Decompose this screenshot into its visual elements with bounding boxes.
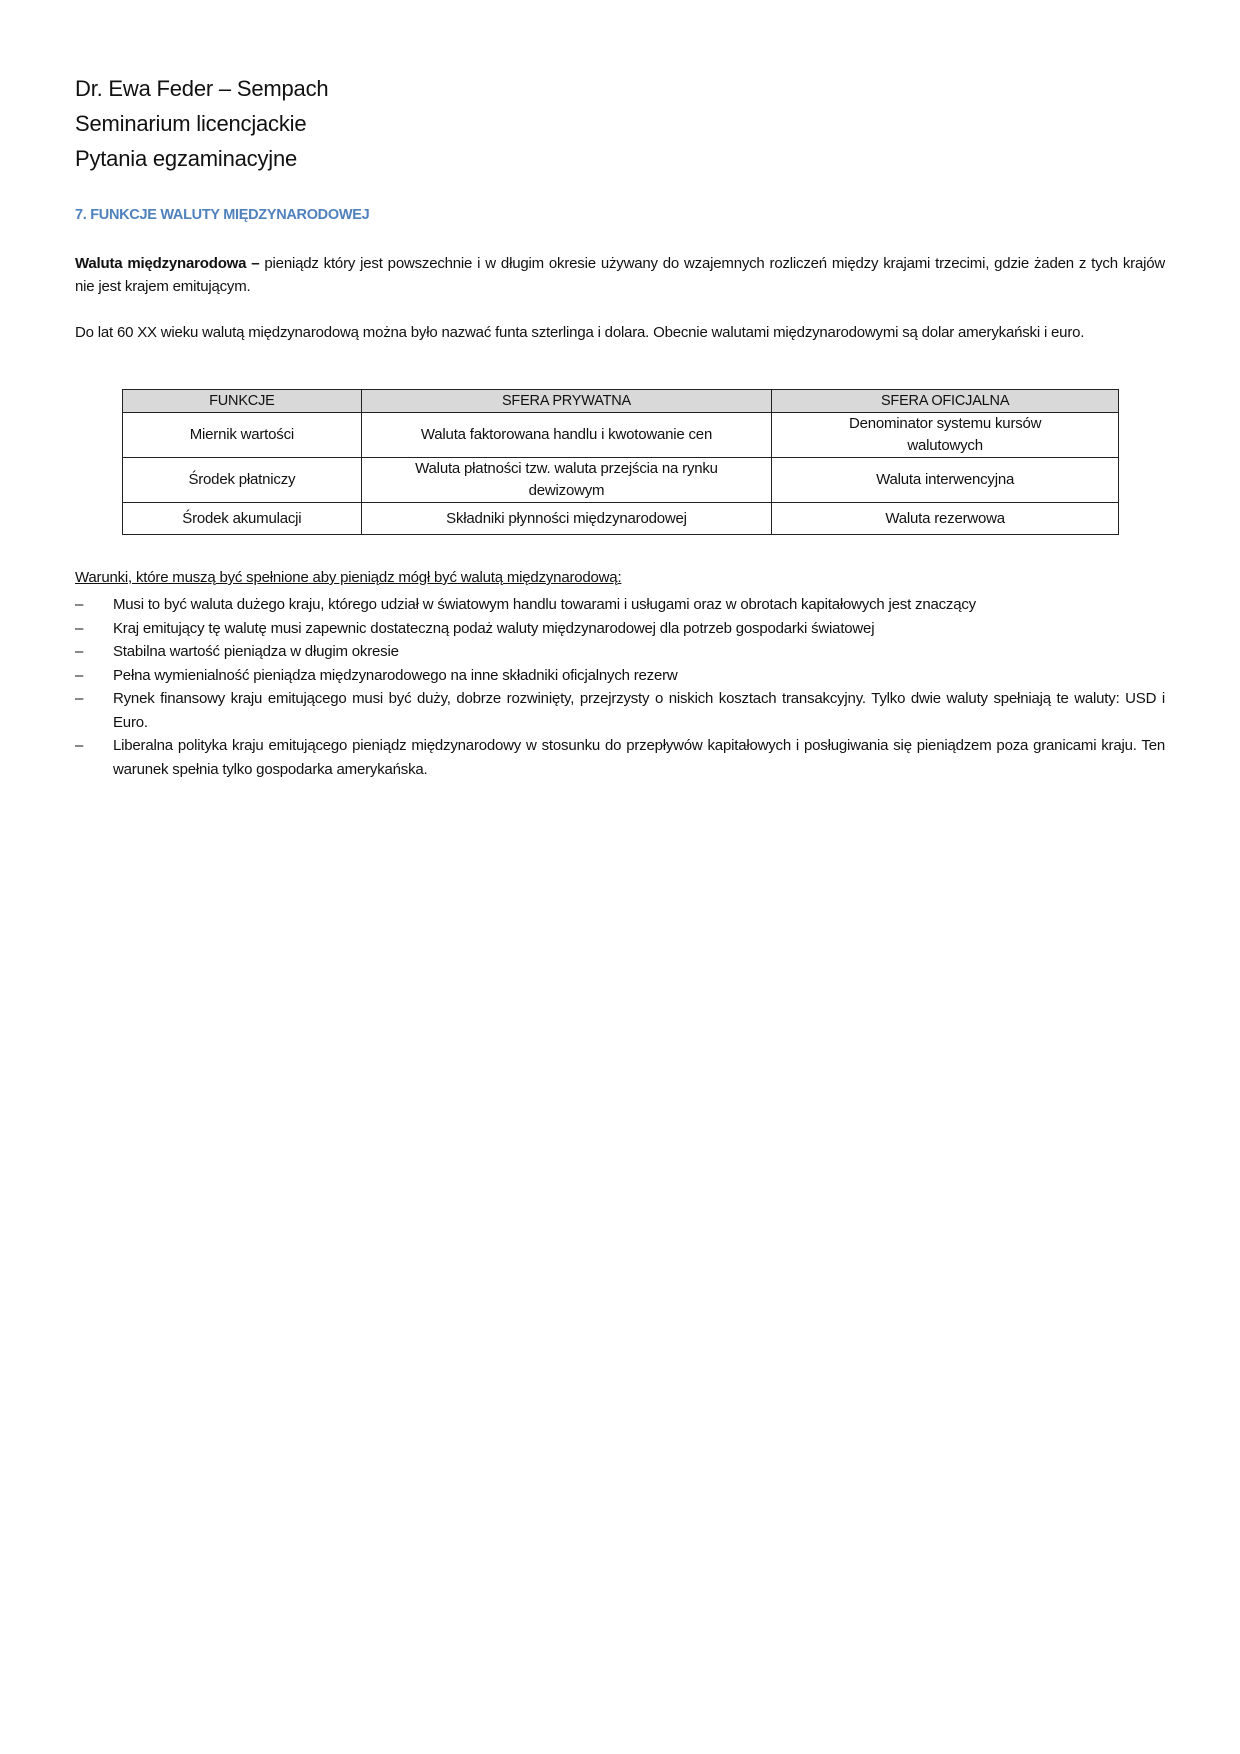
list-item bbox=[75, 664, 1165, 688]
subtitle-line: Pytania egzaminacyjne bbox=[75, 146, 298, 171]
list-item-text: Rynek finansowy kraju emitującego musi być duży, dobrze rozwinięty, przejrzysty o niskich kosztach transakcyjny. Tylko dwie waluty spełniają te waluty: USD i Euro. bbox=[113, 690, 1165, 731]
table-cell: Waluta płatności tzw. waluta przejścia na rynku dewizowym bbox=[361, 458, 772, 503]
author-line: Dr. Ewa Feder – Sempach bbox=[75, 76, 329, 101]
list-item-text: Pełna wymienialność pieniądza międzynarodowego na inne składniki oficjalnych rezerw bbox=[113, 666, 678, 684]
history-paragraph: Do lat 60 XX wieku walutą międzynarodową można było nazwać funta szterlinga i dolara. Obecnie walutami międzynarodowymi są dolar amerykański i euro. bbox=[75, 324, 1085, 341]
table-row bbox=[123, 458, 1119, 503]
dash-bullet-icon: – bbox=[75, 596, 84, 613]
table-cell: Miernik wartości bbox=[123, 413, 362, 458]
table-cell: Denominator systemu kursów walutowych bbox=[772, 413, 1119, 458]
column-header-sfera-prywatna: SFERA PRYWATNA bbox=[361, 390, 772, 413]
functions-table bbox=[122, 389, 1119, 535]
course-line: Seminarium licencjackie bbox=[75, 111, 307, 136]
table-row bbox=[123, 413, 1119, 458]
definition-text: pieniądz który jest powszechnie i w długim okresie używany do wzajemnych rozliczeń między krajami trzecimi, gdzie żaden z tych krajów nie jest krajem emitującym. bbox=[75, 255, 1165, 295]
dash-bullet-icon: – bbox=[75, 737, 84, 754]
list-item-text: Kraj emitujący tę walutę musi zapewnic dostateczną podaż waluty międzynarodowej dla potrzeb gospodarki światowej bbox=[113, 619, 875, 637]
list-item bbox=[75, 687, 1165, 734]
table-cell: Środek płatniczy bbox=[123, 458, 362, 503]
definition-term: Waluta międzynarodowa – bbox=[75, 255, 260, 272]
list-item-text: Liberalna polityka kraju emitującego pieniądz międzynarodowy w stosunku do przepływów kapitałowych i posługiwania się pieniądzem poza granicami kraju. Ten warunek spełnia tylko gospodarka amerykańska. bbox=[113, 737, 1165, 778]
table-cell: Składniki płynności międzynarodowej bbox=[361, 503, 772, 535]
dash-bullet-icon: – bbox=[75, 666, 84, 684]
list-item-text: Musi to być waluta dużego kraju, którego udział w światowym handlu towarami i usługami oraz w obrotach kapitałowych jest znaczący bbox=[113, 596, 976, 613]
list-item bbox=[75, 617, 1165, 641]
table-cell: Waluta rezerwowa bbox=[772, 503, 1119, 535]
definition-paragraph bbox=[75, 252, 1165, 298]
section-heading: 7. FUNKCJE WALUTY MIĘDZYNARODOWEJ bbox=[75, 207, 370, 223]
conditions-title: Warunki, które muszą być spełnione aby pieniądz mógł być walutą międzynarodową: bbox=[75, 569, 622, 586]
table-cell: Waluta faktorowana handlu i kwotowanie cen bbox=[361, 413, 772, 458]
table-row bbox=[123, 503, 1119, 535]
column-header-funkcje: FUNKCJE bbox=[123, 390, 362, 413]
conditions-list bbox=[75, 593, 1165, 781]
dash-bullet-icon: – bbox=[75, 619, 84, 637]
column-header-sfera-oficjalna: SFERA OFICJALNA bbox=[772, 390, 1119, 413]
table-cell: Środek akumulacji bbox=[123, 503, 362, 535]
list-item bbox=[75, 734, 1165, 781]
list-item-text: Stabilna wartość pieniądza w długim okresie bbox=[113, 643, 399, 660]
table-header-row bbox=[123, 390, 1119, 413]
list-item bbox=[75, 640, 1165, 664]
list-item bbox=[75, 593, 1165, 617]
dash-bullet-icon: – bbox=[75, 643, 84, 660]
dash-bullet-icon: – bbox=[75, 690, 84, 707]
table-cell: Waluta interwencyjna bbox=[772, 458, 1119, 503]
